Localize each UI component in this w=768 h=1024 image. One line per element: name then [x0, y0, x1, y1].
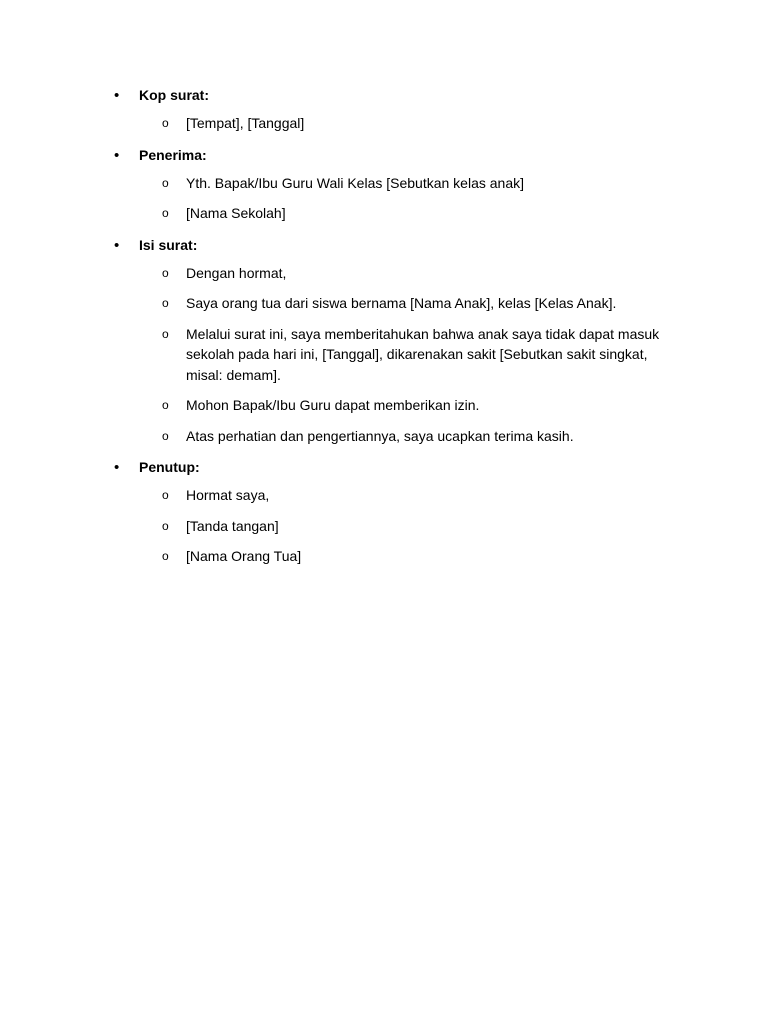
list-item: [0, 173, 768, 194]
list-item-text: Dengan hormat,: [186, 264, 287, 281]
list-item-text: Atas perhatian dan pengertiannya, saya ucapkan terima kasih.: [186, 427, 574, 444]
list-item-text: Hormat saya,: [186, 487, 270, 503]
list-item-text: Yth. Bapak/Ibu Guru Wali Kelas [Sebutkan kelas anak]: [186, 174, 525, 191]
list-item: [0, 546, 768, 567]
sub-bullet-icon: o: [162, 428, 169, 443]
sub-bullet-icon: o: [162, 206, 169, 220]
section-isi-surat: [0, 232, 768, 447]
sub-bullet-icon: o: [162, 296, 169, 310]
section-title: Isi surat:: [139, 236, 198, 253]
bullet-icon: •: [114, 236, 120, 254]
bullet-icon: •: [114, 87, 120, 104]
list-item-text: Melalui surat ini, saya memberitahukan bahwa anak saya tidak dapat masuk sekolah pada hari ini, [Tanggal], dikarenakan sakit [Sebutkan sakit singkat, misal: demam].: [186, 325, 660, 383]
sub-bullet-icon: o: [162, 518, 169, 533]
list-item-text: [Nama Orang Tua]: [186, 548, 302, 564]
sub-bullet-icon: o: [162, 326, 169, 341]
sub-bullet-icon: o: [162, 549, 169, 563]
document-body: [0, 82, 768, 575]
list-item-text: [Nama Sekolah]: [186, 205, 286, 221]
list-item: [0, 113, 768, 134]
list-item: [0, 324, 768, 386]
bullet-icon: •: [114, 459, 120, 476]
list-item: [0, 263, 768, 284]
bullet-icon: •: [114, 146, 120, 164]
sub-list: [139, 263, 768, 447]
list-item: [0, 516, 768, 537]
sub-list: [139, 173, 768, 224]
list-item-text: [Tempat], [Tanggal]: [186, 115, 305, 131]
sub-list: [139, 485, 768, 567]
list-item-text: Mohon Bapak/Ibu Guru dapat memberikan izin.: [186, 397, 480, 413]
list-item: [0, 426, 768, 447]
sub-bullet-icon: o: [162, 488, 169, 502]
sub-bullet-icon: o: [162, 116, 169, 130]
list-item-text: Saya orang tua dari siswa bernama [Nama Anak], kelas [Kelas Anak].: [186, 295, 617, 311]
list-item: [0, 293, 768, 314]
list-item: [0, 395, 768, 416]
sub-bullet-icon: o: [162, 175, 169, 190]
section-title: Kop surat:: [139, 87, 209, 103]
sub-bullet-icon: o: [162, 398, 169, 412]
section-penutup: [0, 454, 768, 567]
section-kop-surat: [0, 82, 768, 134]
sub-bullet-icon: o: [162, 265, 169, 280]
sub-list: [139, 113, 768, 134]
section-title: Penerima:: [139, 146, 207, 163]
letter-outline-list: [0, 82, 768, 567]
list-item-text: [Tanda tangan]: [186, 517, 279, 534]
list-item: [0, 203, 768, 224]
list-item: [0, 485, 768, 506]
section-title: Penutup:: [139, 459, 200, 475]
section-penerima: [0, 142, 768, 224]
